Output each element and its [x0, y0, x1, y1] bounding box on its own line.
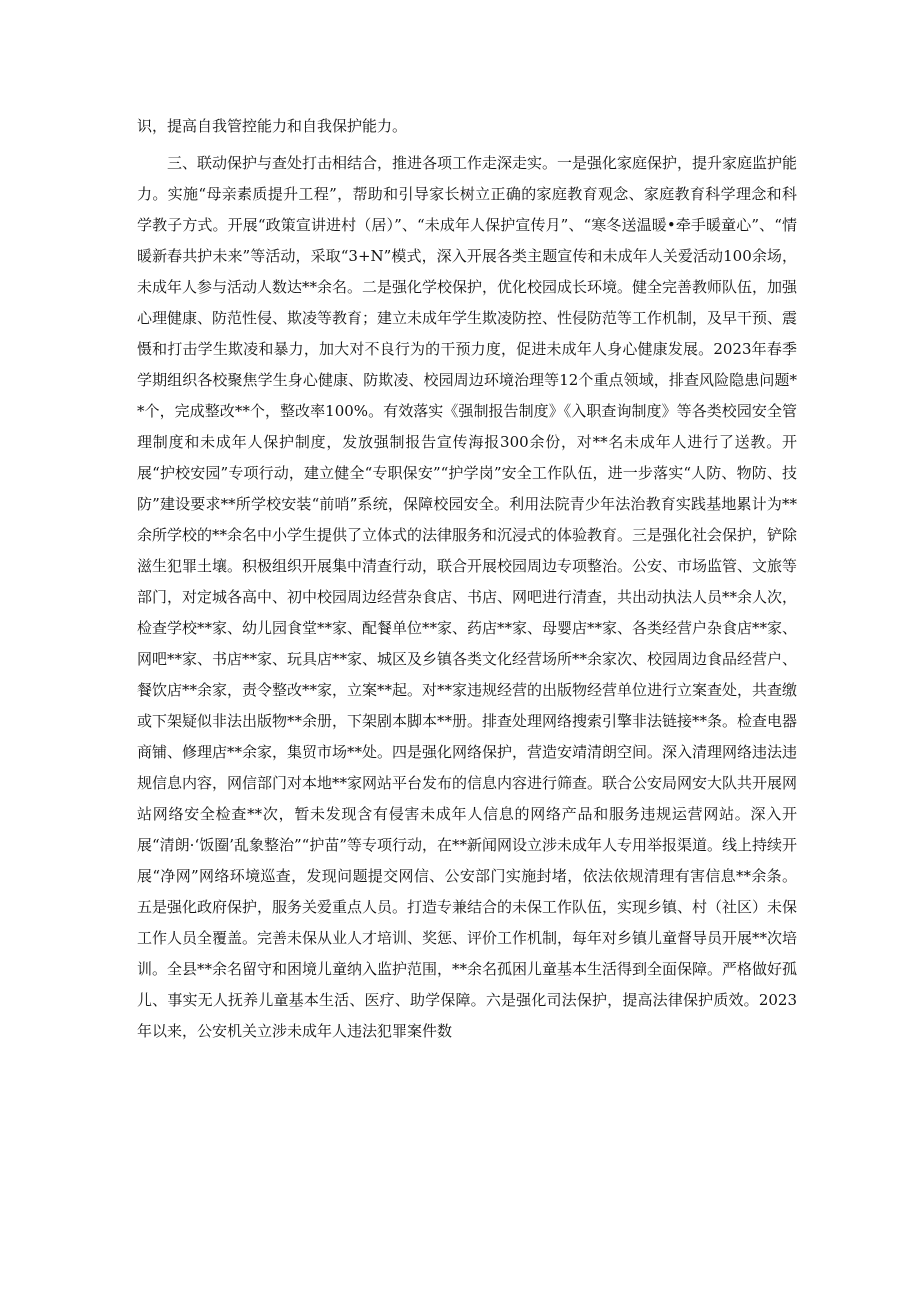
document-body	[137, 111, 797, 1053]
paragraph-continuation: 识，提高自我管控能力和自我保护能力。	[137, 117, 408, 135]
paragraph-section-three: 三、联动保护与查处打击相结合，推进各项工作走深走实。一是强化家庭保护，提升家庭监护能力。实施“母亲素质提升工程”，帮助和引导家长树立正确的家庭教育观念、家庭教育科学理念和科学教子方式。开展“政策宣讲进村（居）”、“未成年人保护宣传月”、“寒冬送温暖•牵手暖童心”、“情暖新春共护未来”等活动，采取“3+N”模式，深入开展各类主题宣传和未成年人关爱活动100余场，未成年人参与活动人数达**余名。二是强化学校保护，优化校园成长环境。健全完善教师队伍，加强心理健康、防范性侵、欺凌等教育；建立未成年学生欺凌防控、性侵防范等工作机制，及早干预、震慑和打击学生欺凌和暴力，加大对不良行为的干预力度，促进未成年人身心健康发展。2023年春季学期组织各校聚焦学生身心健康、防欺凌、校园周边环境治理等12个重点领域，排查风险隐患问题**个，完成整改**个，整改率100%。有效落实《强制报告制度》《入职查询制度》等各类校园安全管理制度和未成年人保护制度，发放强制报告宣传海报300余份，对**名未成年人进行了送教。开展“护校安园”专项行动，建立健全“专职保安”“护学岗”安全工作队伍，进一步落实“人防、物防、技防”建设要求**所学校安装“前哨”系统，保障校园安全。利用法院青少年法治教育实践基地累计为**余所学校的**余名中小学生提供了立体式的法律服务和沉浸式的体验教育。三是强化社会保护，铲除滋生犯罪土壤。积极组织开展集中清查行动，联合开展校园周边专项整治。公安、市场监管、文旅等部门，对定城各高中、初中校园周边经营杂食店、书店、网吧进行清查，共出动执法人员**余人次，检查学校**家、幼儿园食堂**家、配餐单位**家、药店**家、母婴店**家、各类经营户杂食店**家、网吧**家、书店**家、玩具店**家、城区及乡镇各类文化经营场所**余家次、校园周边食品经营户、餐饮店**余家，责令整改**家，立案**起。对**家违规经营的出版物经营单位进行立案查处，共查缴或下架疑似非法出版物**余册，下架剧本脚本**册。排查处理网络搜索引擎非法链接**条。检查电器商铺、修理店**余家，集贸市场**处。四是强化网络保护，营造安靖清朗空间。深入清理网络违法违规信息内容，网信部门对本地**家网站平台发布的信息内容进行筛查。联合公安局网安大队共开展网站网络安全检查**次，暂未发现含有侵害未成年人信息的网络产品和服务违规运营网站。深入开展“清朗·‘饭圈’乱象整治”“护苗”等专项行动，在**新闻网设立涉未成年人专用举报渠道。线上持续开展“净网”网络环境巡查，发现问题提交网信、公安部门实施封堵，依法依规清理有害信息**余条。五是强化政府保护，服务关爱重点人员。打造专兼结合的未保工作队伍，实现乡镇、村（社区）未保工作人员全覆盖。完善未保从业人才培训、奖惩、评价工作机制，每年对乡镇儿童督导员开展**次培训。全县**余名留守和困境儿童纳入监护范围，**余名孤困儿童基本生活得到全面保障。严格做好孤儿、事实无人抚养儿童基本生活、医疗、助学保障。六是强化司法保护，提高法律保护质效。2023年以来，公安机关立涉未成年人违法犯罪案件数	[137, 154, 798, 1040]
